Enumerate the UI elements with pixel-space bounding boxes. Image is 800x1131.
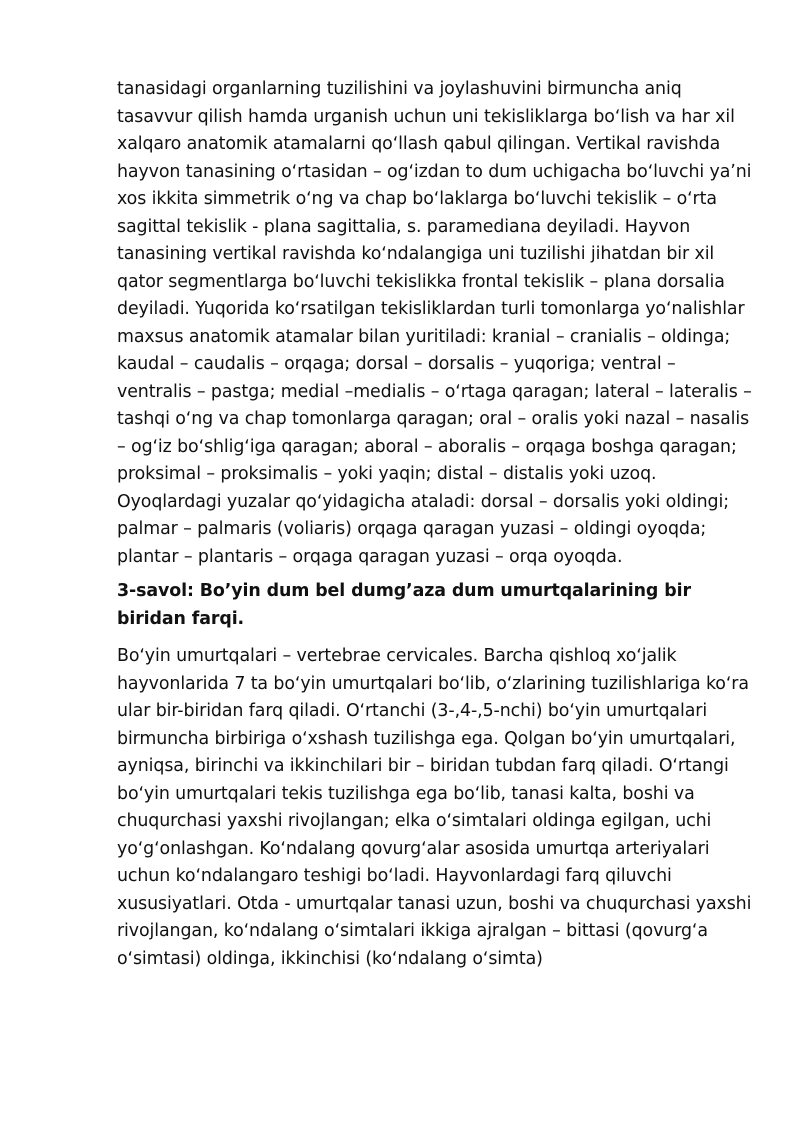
- body-paragraph-1: tanasidagi organlarning tuzilishini va joylashuvini birmuncha aniq tasavvur qilish hamda urganish uchun uni tekisliklarga boʻlish va har xil xalqaro anatomik atamalarni qoʻllash qabul qilingan. Vertikal ravishda hayvon tanasining oʻrtasidan – ogʻizdan to dum uchigacha boʻluvchi yaʼni xos ikkita simmetrik oʻng va chap boʻlaklarga boʻluvchi tekislik – oʻrta sagittal tekislik - plana sagittalia, s. paramediana deyiladi. Hayvon tanasining vertikal ravishda koʻndalangiga uni tuzilishi jihatdan bir xil qator segmentlarga boʻluvchi tekislikka frontal tekislik – plana dorsalia deyiladi. Yuqorida koʻrsatilgan tekisliklardan turli tomonlarga yoʻnalishlar maxsus anatomik atamalar bilan yuritiladi: kranial – cranialis – oldinga; kaudal – caudalis – orqaga; dorsal – dorsalis – yuqoriga; ventral – ventralis – pastga; medial –medialis – oʻrtaga qaragan; lateral – lateralis – tashqi oʻng va chap tomonlarga qaragan; oral – oralis yoki nazal – nasalis – ogʻiz boʻshligʻiga qaragan; aboral – aboralis – orqaga boshga qaragan; proksimal – proksimalis – yoki yaqin; distal – distalis yoki uzoq. Oyoqlardagi yuzalar qoʻyidagicha ataladi: dorsal – dorsalis yoki oldingi; palmar – palmaris (voliaris) orqaga qaragan yuzasi – oldingi oyoqda; plantar – plantaris – orqaga qaragan yuzasi – orqa oyoqda.: [117, 79, 752, 567]
- page-content: [117, 76, 753, 973]
- section-heading: 3-savol: Bo’yin dum bel dumg’aza dum umurtqalarining bir biridan farqi.: [117, 581, 691, 629]
- body-paragraph-2: Boʻyin umurtqalari – vertebrae cervicales. Barcha qishloq xoʻjalik hayvonlarida 7 ta boʻyin umurtqalari boʻlib, oʻzlarining tuzilishlariga koʻra ular bir-biridan farq qiladi. Oʻrtanchi (3-,4-,5-nchi) boʻyin umurtqalari birmuncha birbiriga oʻxshash tuzilishga ega. Qolgan boʻyin umurtqalari, ayniqsa, birinchi va ikkinchilari bir – biridan tubdan farq qiladi. Oʻrtangi boʻyin umurtqalari tekis tuzilishga ega boʻlib, tanasi kalta, boshi va chuqurchasi yaxshi rivojlangan; elka oʻsimtalari oldinga egilgan, uchi yoʻgʻonlashgan. Koʻndalang qovurgʻalar asosida umurtqa arteriyalari uchun koʻndalangaro teshigi boʻladi. Hayvonlardagi farq qiluvchi xususiyatlari. Otda - umurtqalar tanasi uzun, boshi va chuqurchasi yaxshi rivojlangan, koʻndalang oʻsimtalari ikkiga ajralgan – bittasi (qovurgʻa oʻsimtasi) oldinga, ikkinchisi (koʻndalang oʻsimta): [117, 646, 752, 969]
